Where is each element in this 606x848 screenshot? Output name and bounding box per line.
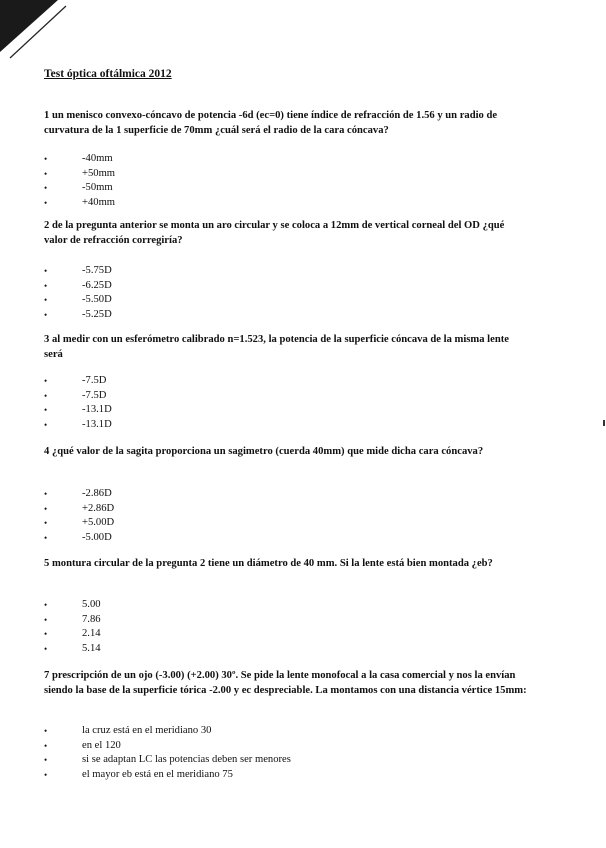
question-7-options: [44, 724, 291, 782]
option-item: • +5.00D: [44, 516, 114, 531]
option-item: • -5.75D: [44, 264, 112, 279]
scan-edge-mark: [603, 420, 605, 426]
question-7-text: 7 prescripción de un ojo (-3.00) (+2.00) 30º. Se pide la lente monofocal a la casa comercial y nos la envían siendo la base de la superficie tórica -2.00 y ec despreciable. La montamos con una distancia vértice 15mm:: [44, 670, 527, 696]
bullet-icon: •: [44, 309, 48, 320]
question-3-text: 3 al medir con un esferómetro calibrado n=1.523, la potencia de la superficie cóncava de la misma lente será: [44, 334, 509, 360]
question-2-options: [44, 264, 112, 322]
option-item: • en el 120: [44, 739, 291, 754]
bullet-icon: •: [44, 183, 48, 193]
bullet-icon: •: [44, 643, 48, 654]
bullet-icon: •: [44, 295, 48, 305]
question-4-options: [44, 487, 114, 545]
option-item: • el mayor eb está en el meridiano 75: [44, 768, 291, 783]
bullet-icon: •: [44, 280, 48, 291]
option-item: • +50mm: [44, 167, 115, 182]
bullet-icon: •: [44, 518, 48, 528]
option-item: • +40mm: [44, 196, 115, 211]
question-1-options: [44, 152, 115, 210]
bullet-icon: •: [44, 266, 48, 276]
bullet-icon: •: [44, 726, 48, 736]
bullet-icon: •: [44, 740, 48, 751]
option-item: • -13.1D: [44, 418, 112, 433]
bullet-icon: •: [44, 154, 48, 164]
option-item: • -7.5D: [44, 389, 112, 404]
bullet-icon: •: [44, 532, 48, 543]
bullet-icon: •: [44, 197, 48, 208]
option-item: • si se adaptan LC las potencias deben ser menores: [44, 753, 291, 768]
option-item: • -5.25D: [44, 308, 112, 323]
bullet-icon: •: [44, 629, 48, 639]
bullet-icon: •: [44, 489, 48, 499]
bullet-icon: •: [44, 419, 48, 430]
option-item: • -40mm: [44, 152, 115, 167]
bullet-icon: •: [44, 405, 48, 415]
bullet-icon: •: [44, 168, 48, 179]
question-2-text: 2 de la pregunta anterior se monta un aro circular y se coloca a 12mm de vertical corneal del OD ¿qué valor de refracción corregiría?: [44, 220, 505, 246]
option-item: • -6.25D: [44, 279, 112, 294]
option-item: • 5.14: [44, 642, 101, 657]
option-item: • -7.5D: [44, 374, 112, 389]
bullet-icon: •: [44, 614, 48, 625]
bullet-icon: •: [44, 390, 48, 401]
question-5-options: [44, 598, 101, 656]
document-title: Test óptica oftálmica 2012: [44, 68, 172, 80]
option-item: • -2.86D: [44, 487, 114, 502]
option-item: • 2.14: [44, 627, 101, 642]
bullet-icon: •: [44, 503, 48, 514]
question-1-text: 1 un menisco convexo-cóncavo de potencia -6d (ec=0) tiene índice de refracción de 1.56 y un radio de curvatura de la 1 superficie de 70mm ¿cuál será el radio de la cara cóncava?: [44, 110, 498, 136]
bullet-icon: •: [44, 769, 48, 780]
option-item: • -5.50D: [44, 293, 112, 308]
question-5-text: 5 montura circular de la pregunta 2 tiene un diámetro de 40 mm. Si la lente está bien montada ¿eb?: [44, 558, 493, 569]
option-item: • -50mm: [44, 181, 115, 196]
question-4-text: 4 ¿qué valor de la sagita proporciona un sagimetro (cuerda 40mm) que mide dicha cara cóncava?: [44, 446, 484, 457]
option-item: • -13.1D: [44, 403, 112, 418]
option-item: • la cruz está en el meridiano 30: [44, 724, 291, 739]
bullet-icon: •: [44, 376, 48, 386]
option-item: • 5.00: [44, 598, 101, 613]
option-item: • -5.00D: [44, 531, 114, 546]
option-item: • +2.86D: [44, 502, 114, 517]
question-3-options: [44, 374, 112, 432]
option-item: • 7.86: [44, 613, 101, 628]
bullet-icon: •: [44, 600, 48, 610]
bullet-icon: •: [44, 755, 48, 765]
